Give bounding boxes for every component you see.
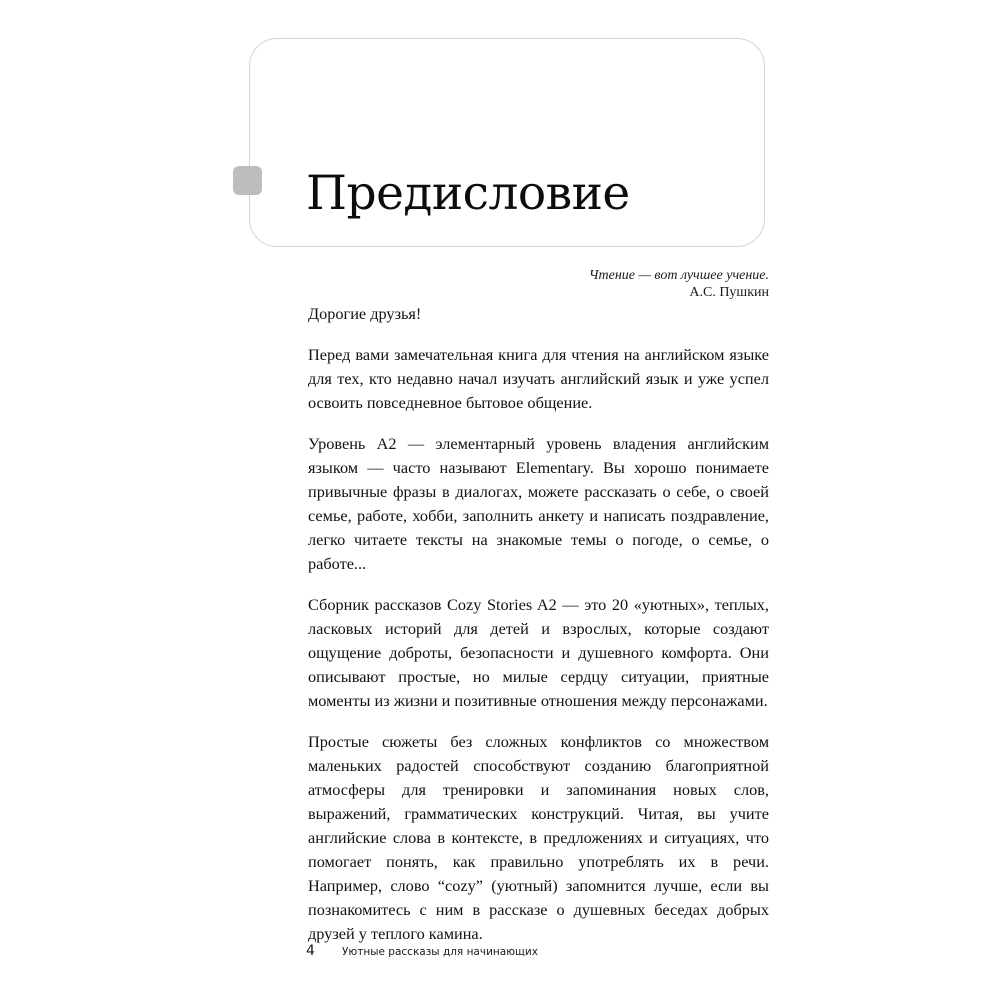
page-footer	[306, 943, 538, 959]
chapter-marker-tab	[233, 166, 262, 195]
paragraph-3: Сборник рассказов Cozy Stories A2 — это 20 «уютных», теплых, ласковых историй для детей и взрослых, которые создают ощущение доброты, безопасности и душевного комфорта. Они описывают простые, но милые сердцу ситуации, приятные моменты из жизни и позитивные отношения между персонажами.	[308, 595, 769, 710]
paragraph-4: Простые сюжеты без сложных конфликтов со множеством маленьких радостей способствуют созданию благоприятной атмосферы для тренировки и запоминания новых слов, выражений, грамматических конструкций. Читая, вы учите английские слова в контексте, в предложениях и ситуациях, что помогает понять, как правильно употреблять их в речи. Например, слово “cozy” (уютный) запомнится лучше, если вы познакомитесь с ним в рассказе о душевных беседах добрых друзей у теплого камина.	[308, 732, 769, 943]
chapter-title: Предисловие	[306, 166, 630, 221]
page-body	[308, 302, 769, 963]
page-number: 4	[306, 943, 315, 959]
epigraph	[589, 267, 769, 301]
running-title: Уютные рассказы для начинающих	[342, 946, 538, 958]
paragraph-1: Перед вами замечательная книга для чтения на английском языке для тех, кто недавно начал изучать английский язык и уже успел освоить повседневное бытовое общение.	[308, 345, 769, 412]
epigraph-quote: Чтение — вот лучшее учение.	[588, 268, 769, 283]
epigraph-author: А.С. Пушкин	[689, 285, 769, 300]
paragraph-2: Уровень А2 — элементарный уровень владения английским языком — часто называют Elementary. Вы хорошо понимаете привычные фразы в диалогах, можете рассказать о себе, о своей семье, работе, хобби, заполнить анкету и написать поздравление, легко читаете тексты на знакомые темы о погоде, о семье, о работе...	[308, 434, 769, 573]
greeting: Дорогие друзья!	[308, 304, 422, 323]
